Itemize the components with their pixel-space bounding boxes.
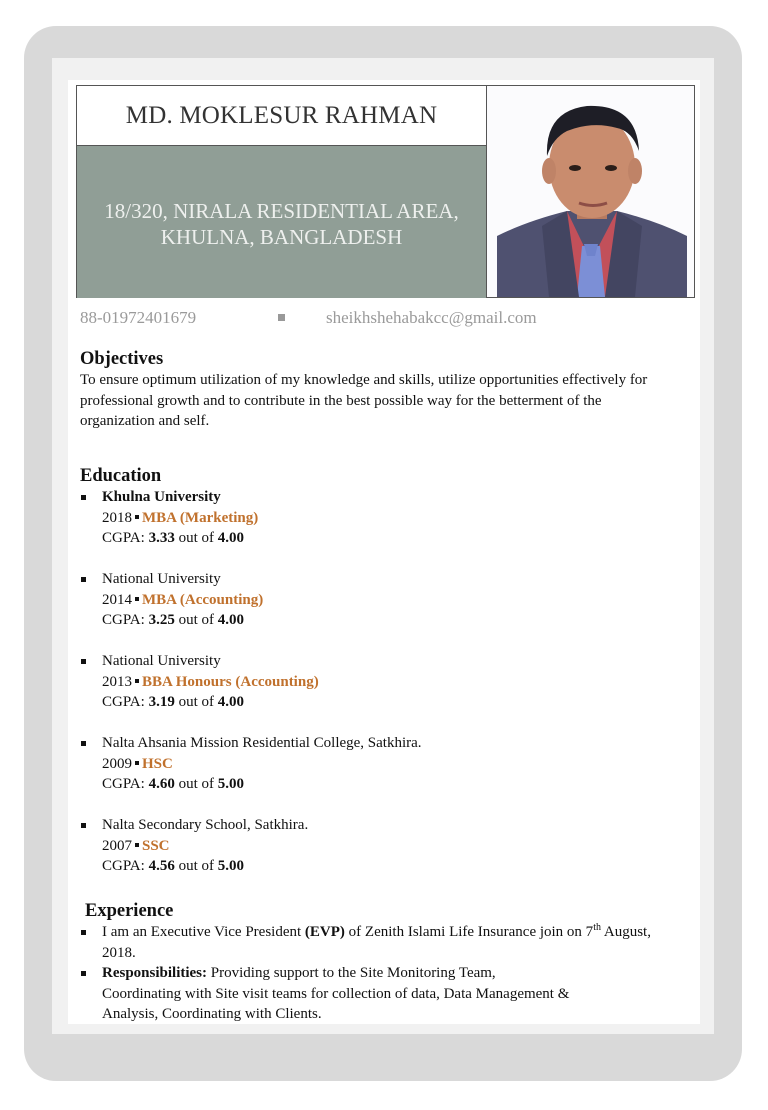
- institution-name: National University: [102, 571, 221, 587]
- experience-section: [80, 900, 690, 1024]
- address-line-2: KHULNA, BANGLADESH: [160, 225, 403, 249]
- year: 2009: [102, 755, 132, 772]
- education-item: [80, 733, 690, 795]
- institution-name: Nalta Ahsania Mission Residential College, Satkhira.: [102, 735, 422, 751]
- institution-name: Nalta Secondary School, Satkhira.: [102, 817, 309, 833]
- year: 2007: [102, 837, 132, 854]
- education-list: [80, 487, 690, 877]
- address-line-1: 18/320, NIRALA RESIDENTIAL AREA,: [104, 199, 459, 223]
- dot-separator-icon: [135, 761, 139, 765]
- cgpa-scale: 5.00: [217, 776, 244, 792]
- bullet-icon: [81, 659, 86, 664]
- education-heading: Education: [80, 466, 162, 486]
- responsibilities-text: Providing support to the Site Monitoring Team,: [207, 965, 496, 981]
- dot-separator-icon: [135, 679, 139, 683]
- out-of-label: out of: [178, 858, 214, 874]
- degree: SSC: [142, 837, 170, 854]
- responsibilities-text: Analysis, Coordinating with Clients.: [102, 1006, 322, 1022]
- cgpa-value: 3.33: [148, 530, 175, 546]
- year: 2013: [102, 673, 132, 690]
- institution-name: Khulna University: [102, 489, 221, 505]
- out-of-label: out of: [178, 776, 214, 792]
- email-address[interactable]: sheikhshehabakcc@gmail.com: [326, 308, 537, 327]
- education-section: [80, 465, 690, 877]
- contact-line: [80, 308, 680, 334]
- year: 2018: [102, 509, 132, 526]
- cgpa-label: CGPA:: [102, 612, 145, 628]
- responsibilities-text: Coordinating with Site visit teams for collection of data, Data Management &: [102, 985, 570, 1002]
- address-block: [77, 146, 487, 298]
- cgpa-scale: 4.00: [217, 612, 244, 628]
- dot-separator-icon: [135, 515, 139, 519]
- degree: BBA Honours (Accounting): [142, 673, 319, 690]
- resume-page: [68, 80, 700, 1024]
- education-item: [80, 569, 690, 631]
- responsibilities-label: Responsibilities:: [102, 965, 208, 981]
- cgpa-value: 3.25: [148, 612, 175, 628]
- education-item: [80, 487, 690, 549]
- cgpa-scale: 5.00: [217, 858, 244, 874]
- dot-separator-icon: [135, 597, 139, 601]
- cgpa-value: 4.56: [148, 858, 175, 874]
- bullet-icon: [81, 577, 86, 582]
- experience-heading: Experience: [85, 901, 174, 921]
- cgpa-value: 3.19: [148, 694, 175, 710]
- experience-date: August, 2018.: [102, 924, 651, 961]
- experience-title-abbr: (EVP): [304, 924, 345, 940]
- square-bullet-icon: [278, 314, 285, 321]
- institution-name: National University: [102, 653, 221, 669]
- phone-number: 88-01972401679: [80, 308, 197, 327]
- cgpa-label: CGPA:: [102, 776, 145, 792]
- objectives-text: To ensure optimum utilization of my knowledge and skills, utilize opportunities effectively for professional growth and to contribute in the best possible way for the betterment of the organization and self.: [80, 372, 648, 429]
- ordinal-suffix: th: [593, 922, 601, 933]
- out-of-label: out of: [178, 530, 214, 546]
- education-item: [80, 815, 690, 877]
- degree: MBA (Marketing): [142, 509, 259, 526]
- cgpa-label: CGPA:: [102, 694, 145, 710]
- bullet-icon: [81, 741, 86, 746]
- profile-photo-icon: [487, 86, 694, 297]
- cgpa-label: CGPA:: [102, 530, 145, 546]
- objectives-heading: Objectives: [80, 349, 164, 369]
- out-of-label: out of: [178, 694, 214, 710]
- experience-list: [80, 922, 690, 1024]
- candidate-name: MD. MOKLESUR RAHMAN: [77, 86, 487, 146]
- bullet-icon: [81, 823, 86, 828]
- bullet-icon: [81, 495, 86, 500]
- cgpa-value: 4.60: [148, 776, 175, 792]
- out-of-label: out of: [178, 612, 214, 628]
- experience-text: of Zenith Islami Life Insurance join on 7: [344, 924, 594, 940]
- objectives-section: [80, 348, 690, 432]
- cgpa-scale: 4.00: [217, 694, 244, 710]
- dot-separator-icon: [135, 843, 139, 847]
- profile-photo: [487, 86, 694, 297]
- experience-item: [80, 963, 690, 1024]
- degree: HSC: [142, 755, 173, 772]
- education-item: [80, 651, 690, 713]
- bullet-icon: [81, 971, 86, 976]
- experience-text: I am an Executive Vice President: [102, 924, 305, 940]
- year: 2014: [102, 591, 132, 608]
- degree: MBA (Accounting): [142, 591, 264, 608]
- bullet-icon: [81, 930, 86, 935]
- cgpa-scale: 4.00: [217, 530, 244, 546]
- experience-item: [80, 922, 677, 963]
- header-table: [76, 85, 695, 298]
- cgpa-label: CGPA:: [102, 858, 145, 874]
